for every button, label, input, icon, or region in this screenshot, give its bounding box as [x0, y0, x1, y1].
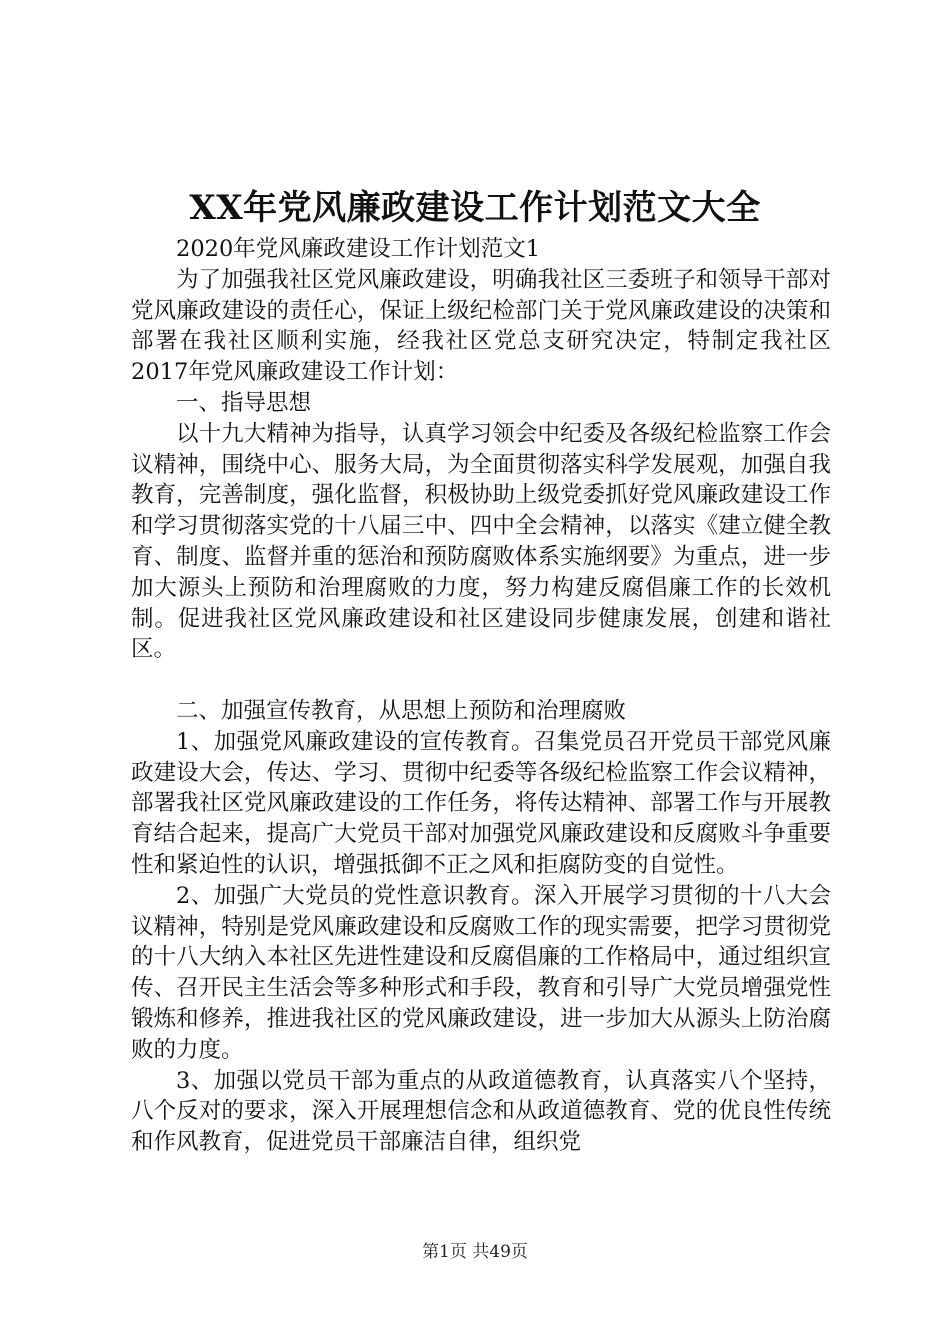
section-heading-guiding-thought: 一、指导思想 [176, 389, 312, 416]
paragraph-spacer [131, 665, 831, 696]
education-item-1: 1、加强党风廉政建设的宣传教育。召集党员召开党员干部党风廉政建设大会，传达、学习、贯彻中纪委等各级纪检监察工作会议精神，部署我社区党风廉政建设的工作任务，将传达精神、部署工作与开展教育结合起来，提高广大党员干部对加强党风廉政建设和反腐败斗争重要性和紧迫性的认识，增强抵御不正之风和拒腐防变的自觉性。 [131, 728, 831, 878]
education-item-2: 2、加强广大党员的党性意识教育。深入开展学习贯彻的十八大会议精神，特别是党风廉政建设和反腐败工作的现实需要，把学习贯彻党的十八大纳入本社区先进性建设和反腐倡廉的工作格局中，通过组织宣传、召开民主生活会等多种形式和手段，教育和引导广大党员增强党性锻炼和修养，推进我社区的党风廉政建设，进一步加大从源头上防治腐败的力度。 [131, 882, 831, 1063]
education-item-3: 3、加强以党员干部为重点的从政道德教育，认真落实八个坚持，八个反对的要求，深入开展理想信念和从政道德教育、党的优良性传统和作风教育，促进党员干部廉洁自律，组织党 [131, 1067, 831, 1156]
subtitle-paragraph: 2020年党风廉政建设工作计划范文1 [176, 236, 541, 262]
guiding-thought-paragraph: 以十九大精神为指导，认真学习领会中纪委及各级纪检监察工作会议精神，围绕中心、服务大局，为全面贯彻落实科学发展观，加强自我教育，完善制度，强化监督，积极协助上级党委抓好党风廉政建设工作和学习贯彻落实党的十八届三中、四中全会精神，以落实《建立健全教育、制度、监督并重的惩治和预防腐败体系实施纲要》为重点，进一步加大源头上预防和治理腐败的力度，努力构建反腐倡廉工作的长效机制。促进我社区党风廉政建设和社区建设同步健康发展，创建和谐社区。 [131, 420, 831, 663]
document-title: XX年党风廉政建设工作计划范文大全 [189, 188, 761, 228]
document-body [131, 234, 831, 1158]
intro-paragraph: 为了加强我社区党风廉政建设，明确我社区三委班子和领导干部对党风廉政建设的责任心，保证上级纪检部门关于党风廉政建设的决策和部署在我社区顺利实施，经我社区党总支研究决定，特制定我社区2017年党风廉政建设工作计划： [131, 266, 831, 386]
page-footer: 第1页 共49页 [422, 1242, 528, 1262]
section-heading-education: 二、加强宣传教育，从思想上预防和治理腐败 [176, 697, 627, 724]
